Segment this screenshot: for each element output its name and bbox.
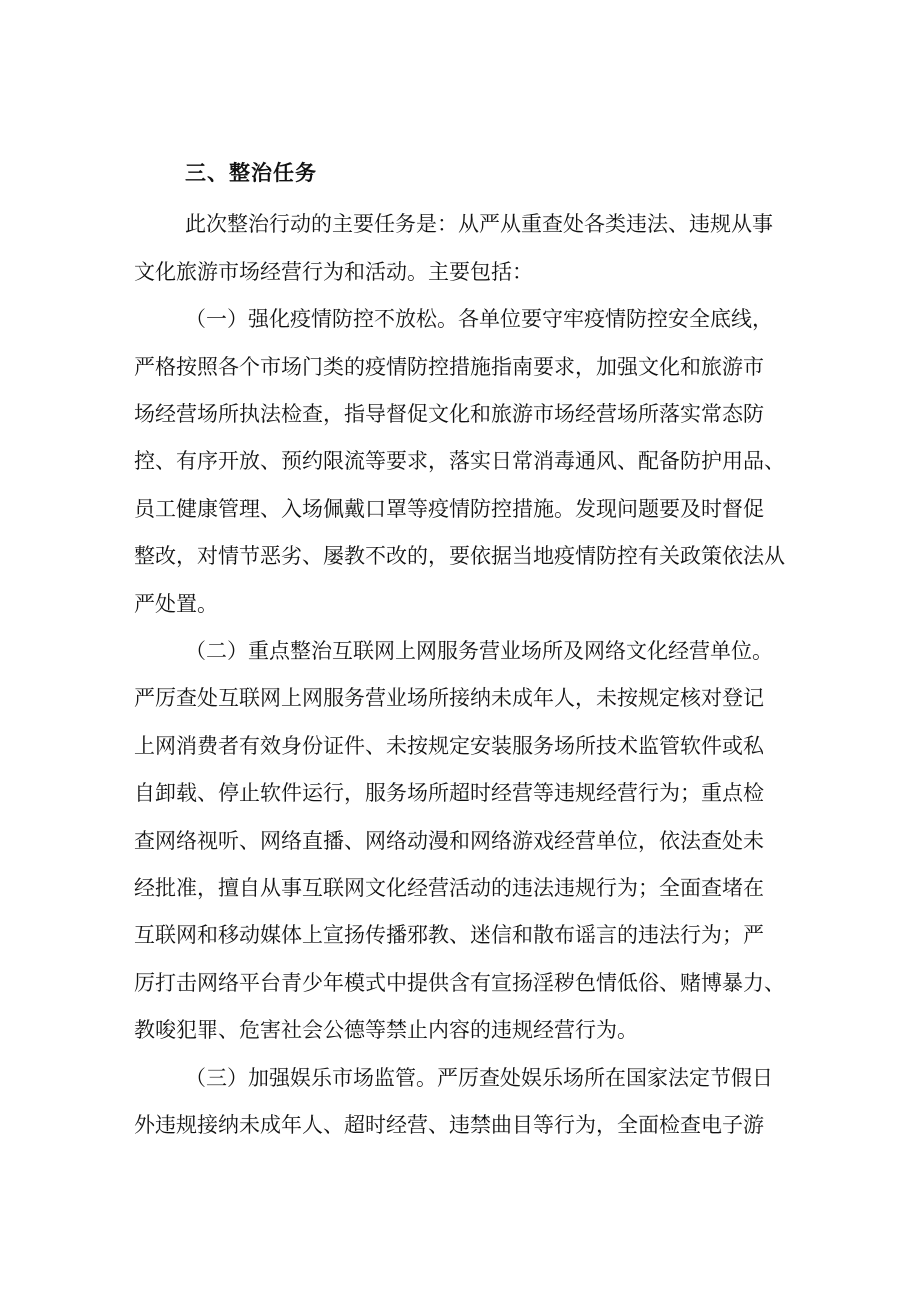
paragraph-1-line-7: 严处置。 bbox=[134, 592, 218, 616]
paragraph-2-line-5: 查网络视听、网络直播、网络动漫和网络游戏经营单位，依法查处未 bbox=[134, 829, 764, 853]
paragraph-intro-line-1: 此次整治行动的主要任务是：从严从重查处各类违法、违规从事 bbox=[185, 212, 773, 236]
paragraph-2-line-4: 自卸载、停止软件运行，服务场所超时经营等违规经营行为；重点检 bbox=[134, 781, 764, 805]
paragraph-2-line-7: 互联网和移动媒体上宣扬传播邪教、迷信和散布谣言的违法行为；严 bbox=[134, 923, 764, 947]
paragraph-1-line-3: 场经营场所执法检查，指导督促文化和旅游市场经营场所落实常态防 bbox=[134, 402, 764, 426]
paragraph-1-line-4: 控、有序开放、预约限流等要求，落实日常消毒通风、配备防护用品、 bbox=[134, 449, 785, 473]
paragraph-1-line-2: 严格按照各个市场门类的疫情防控措施指南要求，加强文化和旅游市 bbox=[134, 355, 764, 379]
paragraph-3-line-1: （三）加强娱乐市场监管。严厉查处娱乐场所在国家法定节假日 bbox=[185, 1066, 773, 1090]
paragraph-2-line-9: 教唆犯罪、危害社会公德等禁止内容的违规经营行为。 bbox=[134, 1018, 638, 1042]
paragraph-intro-line-2: 文化旅游市场经营行为和活动。主要包括： bbox=[134, 260, 533, 284]
paragraph-2-line-2: 严厉查处互联网上网服务营业场所接纳未成年人，未按规定核对登记 bbox=[134, 686, 764, 710]
paragraph-2-line-6: 经批准，擅自从事互联网文化经营活动的违法违规行为；全面查堵在 bbox=[134, 876, 764, 900]
paragraph-1-line-1: （一）强化疫情防控不放松。各单位要守牢疫情防控安全底线， bbox=[185, 307, 773, 331]
paragraph-2-line-8: 厉打击网络平台青少年模式中提供含有宣扬淫秽色情低俗、赌博暴力、 bbox=[134, 971, 785, 995]
section-heading: 三、整治任务 bbox=[185, 160, 317, 185]
paragraph-1-line-5: 员工健康管理、入场佩戴口罩等疫情防控措施。发现问题要及时督促 bbox=[134, 497, 764, 521]
paragraph-2-line-3: 上网消费者有效身份证件、未按规定安装服务场所技术监管软件或私 bbox=[134, 734, 764, 758]
paragraph-2-line-1: （二）重点整治互联网上网服务营业场所及网络文化经营单位。 bbox=[185, 639, 773, 663]
paragraph-1-line-6: 整改，对情节恶劣、屡教不改的，要依据当地疫情防控有关政策依法从 bbox=[134, 544, 785, 568]
paragraph-3-line-2: 外违规接纳未成年人、超时经营、违禁曲目等行为，全面检查电子游 bbox=[134, 1113, 764, 1137]
